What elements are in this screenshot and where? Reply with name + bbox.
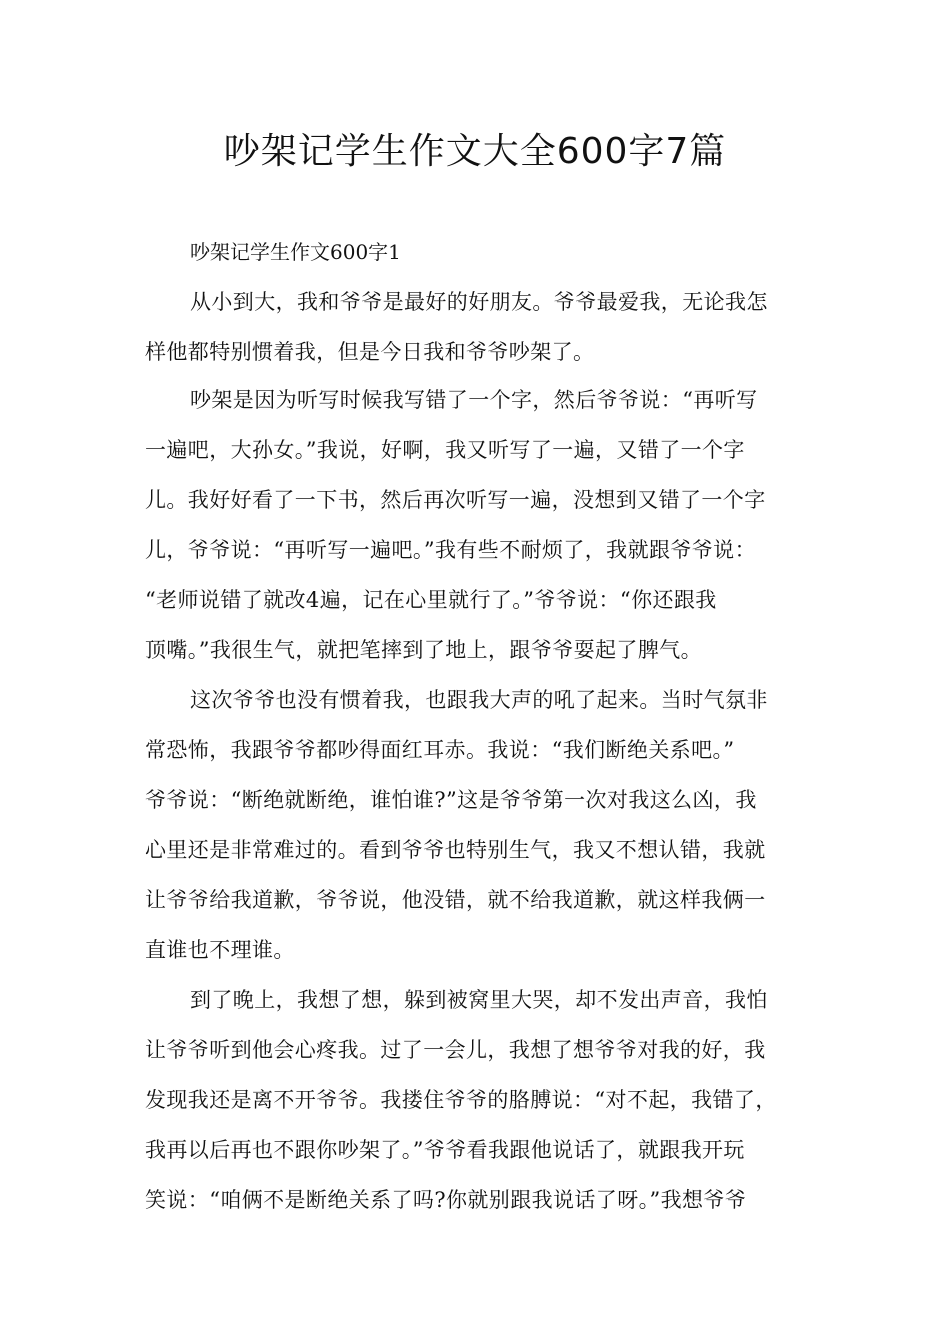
paragraph-line: 让爷爷听到他会心疼我。过了一会儿，我想了想爷爷对我的好，我 [145, 1038, 766, 1062]
paragraph-line: 常恐怖，我跟爷爷都吵得面红耳赤。我说：“我们断绝关系吧。” [145, 738, 735, 762]
paragraph-line: 样他都特别惯着我，但是今日我和爷爷吵架了。 [145, 340, 595, 364]
paragraph-line: 顶嘴。”我很生气，就把笔摔到了地上，跟爷爷耍起了脾气。 [145, 638, 703, 662]
paragraph-line: 儿。我好好看了一下书，然后再次听写一遍，没想到又错了一个字 [145, 488, 766, 512]
paragraph-line: 儿，爷爷说：“再听写一遍吧。”我有些不耐烦了，我就跟爷爷说： [145, 538, 756, 562]
paragraph-line: 发现我还是离不开爷爷。我搂住爷爷的胳膊说：“对不起，我错了， [145, 1088, 777, 1112]
paragraph-line: 吵架是因为听写时候我写错了一个字，然后爷爷说：“再听写 [190, 388, 758, 412]
paragraph-line: 让爷爷给我道歉，爷爷说，他没错，就不给我道歉，就这样我俩一 [145, 888, 766, 912]
paragraph-line: 从小到大，我和爷爷是最好的好朋友。爷爷最爱我，无论我怎 [190, 290, 768, 314]
document-title: 吵架记学生作文大全600字7篇 [223, 131, 727, 172]
paragraph-line: 心里还是非常难过的。看到爷爷也特别生气，我又不想认错，我就 [145, 838, 766, 862]
paragraph-line: 直谁也不理谁。 [145, 938, 295, 962]
paragraph-line: 我再以后再也不跟你吵架了。”爷爷看我跟他说话了，就跟我开玩 [145, 1138, 745, 1162]
paragraph-line: 爷爷说：“断绝就断绝，谁怕谁?”这是爷爷第一次对我这么凶，我 [145, 788, 757, 812]
paragraph-line: 一遍吧，大孙女。”我说，好啊，我又听写了一遍，又错了一个字 [145, 438, 745, 462]
paragraph-line: 到了晚上，我想了想，躲到被窝里大哭，却不发出声音，我怕 [190, 988, 768, 1012]
paragraph-line: 这次爷爷也没有惯着我，也跟我大声的吼了起来。当时气氛非 [190, 688, 768, 712]
section-subtitle: 吵架记学生作文600字1 [190, 240, 401, 264]
paragraph-line: 笑说：“咱俩不是断绝关系了吗?你就别跟我说话了呀。”我想爷爷 [145, 1188, 747, 1212]
paragraph-line: “老师说错了就改4遍，记在心里就行了。”爷爷说：“你还跟我 [145, 588, 717, 612]
